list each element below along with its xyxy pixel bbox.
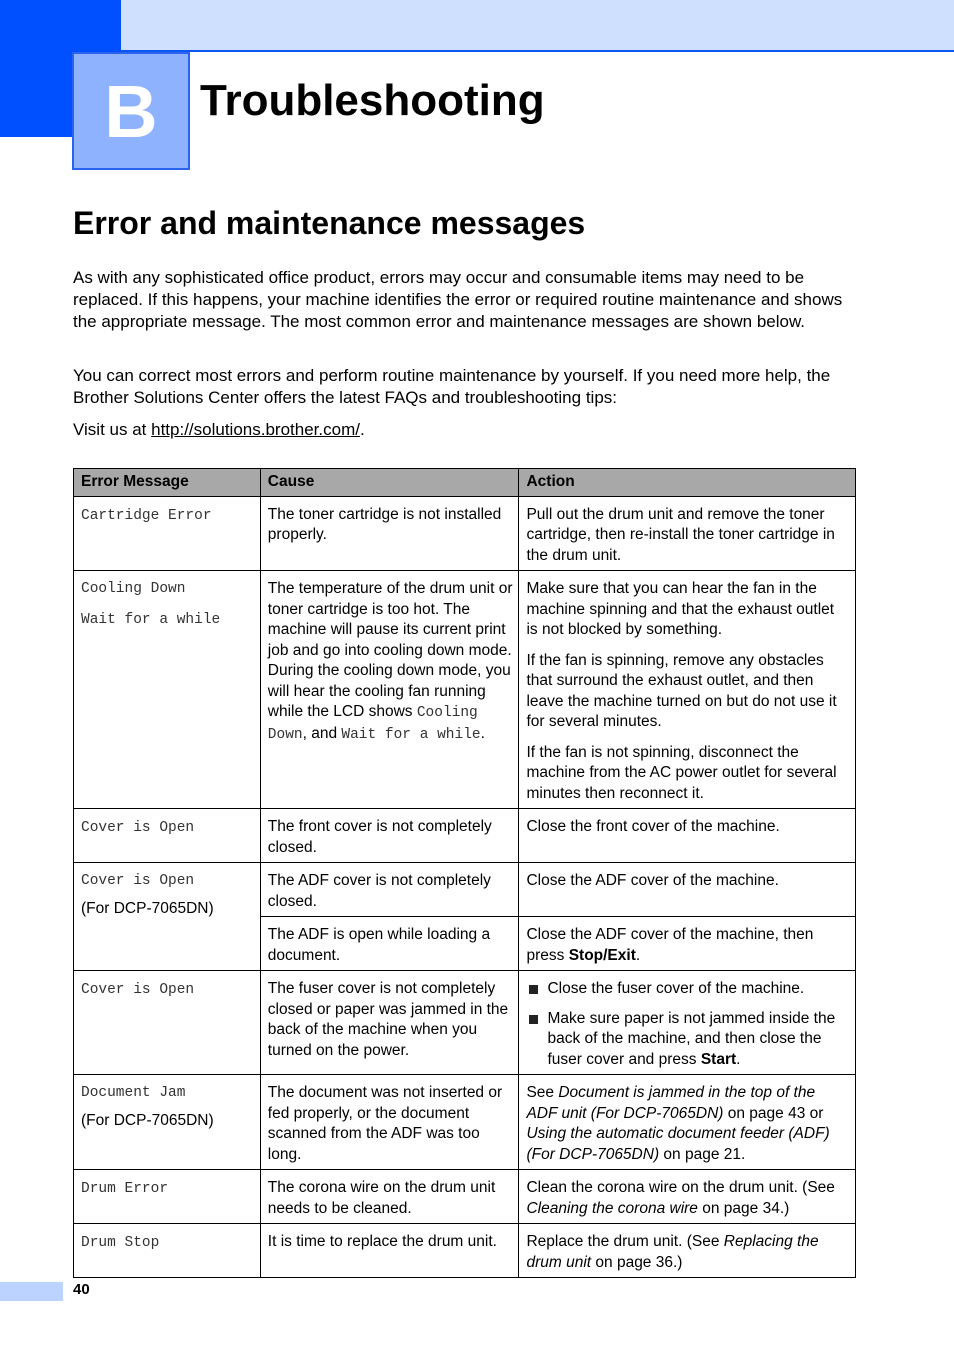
page-number: 40: [73, 1281, 90, 1298]
intro-paragraph-3: [73, 419, 863, 441]
error-message-cell: [74, 809, 261, 863]
action-cell: [519, 971, 856, 1075]
lcd-message: Cover is Open: [81, 982, 195, 998]
cause-cell: It is time to replace the drum unit.: [260, 1224, 519, 1278]
table-header-row: [74, 469, 856, 497]
cause-cell: The toner cartridge is not installed properly.: [260, 496, 519, 571]
header-cause: Cause: [260, 469, 519, 497]
action-cell: [519, 1075, 856, 1170]
action-cell: [519, 917, 856, 971]
square-bullet-icon: [529, 985, 538, 994]
error-message-cell: [74, 1075, 261, 1170]
cause-cell: The corona wire on the drum unit needs to be cleaned.: [260, 1170, 519, 1224]
cause-text: .: [480, 724, 485, 742]
intro-paragraph-2: You can correct most errors and perform routine maintenance by yourself. If you need more help, the Brother Solutions Center offers the latest FAQs and troubleshooting tips:: [73, 366, 831, 407]
lcd-message: Cover is Open: [81, 873, 195, 889]
model-note: (For DCP-7065DN): [81, 899, 214, 917]
error-message-cell: [74, 1224, 261, 1278]
action-cell: [519, 571, 856, 809]
action-text: Clean the corona wire on the drum unit. (See: [526, 1179, 835, 1196]
cause-text: The temperature of the drum unit or toner cartridge is too hot. The machine will pause its current print job and go into cooling down mode. During the cooling down mode, you will hear the cooling fan running while the LCD shows: [267, 580, 513, 720]
header-error-message: Error Message: [74, 469, 261, 497]
footer-band: [0, 1282, 63, 1301]
action-text: .: [635, 946, 641, 964]
cause-cell: The ADF cover is not completely closed.: [260, 863, 519, 917]
table-row: [74, 571, 856, 809]
action-cell: Pull out the drum unit and remove the toner cartridge, then re-install the toner cartridge in the drum unit.: [519, 496, 856, 571]
error-messages-table: [73, 468, 856, 1278]
action-text: on page 34.): [697, 1199, 790, 1217]
error-message-cell: [74, 496, 261, 571]
cause-cell: The fuser cover is not completely closed or paper was jammed in the back of the machine when you turned on the power.: [260, 971, 519, 1075]
action-text: on page 21.: [659, 1145, 746, 1163]
cause-cell: The document was not inserted or fed properly, or the document scanned from the ADF was too long.: [260, 1075, 519, 1170]
action-paragraph: If the fan is spinning, remove any obstacles that surround the exhaust outlet, and then leave the machine turned on but do not use it for several minutes.: [526, 651, 837, 730]
lcd-message: Cover is Open: [81, 820, 195, 836]
error-message-cell: [74, 1170, 261, 1224]
chapter-title: Troubleshooting: [200, 76, 545, 125]
action-cell: [519, 1224, 856, 1278]
bullet-item: [526, 1009, 849, 1071]
action-cell: Close the ADF cover of the machine.: [519, 863, 856, 917]
chapter-letter: B: [104, 69, 158, 153]
intro-paragraph-1: As with any sophisticated office product, errors may occur and consumable items may need to be replaced. If this happens, your machine identifies the error or required routine maintenance and shows the appropriate message. The most common error and maintenance messages are shown below.: [73, 268, 843, 331]
action-text: on page 43 or: [723, 1104, 824, 1122]
header-band: [121, 0, 954, 52]
start-key: Start: [700, 1050, 737, 1068]
visit-text: Visit us at: [73, 420, 152, 439]
bullet-text: Make sure paper is not jammed inside the back of the machine, and then close the fuser cover and press Start.: [547, 1009, 836, 1068]
cause-cell: The ADF is open while loading a document.: [260, 917, 519, 971]
lcd-message: Drum Stop: [81, 1235, 160, 1251]
error-message-cell: [74, 571, 261, 809]
action-cell: [519, 1170, 856, 1224]
action-text: See: [526, 1084, 559, 1101]
error-message-cell: [74, 971, 261, 1075]
action-text: on page 36.): [591, 1253, 683, 1271]
table-row: [74, 1224, 856, 1278]
table-row: [74, 863, 856, 917]
action-text: Replace the drum unit. (See: [526, 1233, 724, 1250]
model-note: (For DCP-7065DN): [81, 1111, 214, 1129]
cross-reference[interactable]: Using the automatic document feeder (ADF) (For DCP-7065DN): [526, 1125, 830, 1163]
action-cell: Close the front cover of the machine.: [519, 809, 856, 863]
header-action: Action: [519, 469, 856, 497]
table-row: [74, 1075, 856, 1170]
stop-exit-key: Stop/Exit: [568, 946, 636, 964]
table-row: [74, 496, 856, 571]
lcd-message: Cooling Down: [81, 581, 186, 597]
action-paragraph: If the fan is not spinning, disconnect the machine from the AC power outlet for several minutes then reconnect it.: [526, 743, 837, 802]
lcd-message: Drum Error: [81, 1181, 169, 1197]
action-text: Close the ADF cover of the machine, then press: [526, 926, 814, 964]
error-message-cell: [74, 863, 261, 971]
visit-period: .: [359, 420, 365, 439]
action-paragraph: Make sure that you can hear the fan in the machine spinning and that the exhaust outlet is not blocked by something.: [526, 580, 835, 638]
bullet-text: Close the fuser cover of the machine.: [547, 980, 805, 997]
square-bullet-icon: [529, 1015, 538, 1024]
table-row: [74, 809, 856, 863]
lcd-message: Wait for a while: [341, 726, 481, 743]
cause-cell: [260, 571, 519, 809]
lcd-message: Cooling Down: [267, 705, 478, 743]
table-row: [74, 971, 856, 1075]
cause-text: , and: [302, 724, 342, 742]
cause-cell: The front cover is not completely closed.: [260, 809, 519, 863]
cross-reference[interactable]: Replacing the drum unit: [526, 1233, 819, 1271]
lcd-message: Document Jam: [81, 1085, 186, 1101]
solutions-center-link[interactable]: http://solutions.brother.com/: [151, 420, 360, 439]
lcd-message: Cartridge Error: [81, 507, 212, 524]
bullet-item: [526, 979, 849, 1000]
table-row: [74, 1170, 856, 1224]
section-title: Error and maintenance messages: [73, 205, 586, 241]
chapter-letter-box: [72, 52, 190, 170]
cross-reference[interactable]: Cleaning the corona wire: [526, 1199, 698, 1217]
cross-reference[interactable]: Document is jammed in the top of the ADF unit (For DCP-7065DN): [526, 1084, 816, 1122]
lcd-message: Wait for a while: [81, 611, 221, 628]
